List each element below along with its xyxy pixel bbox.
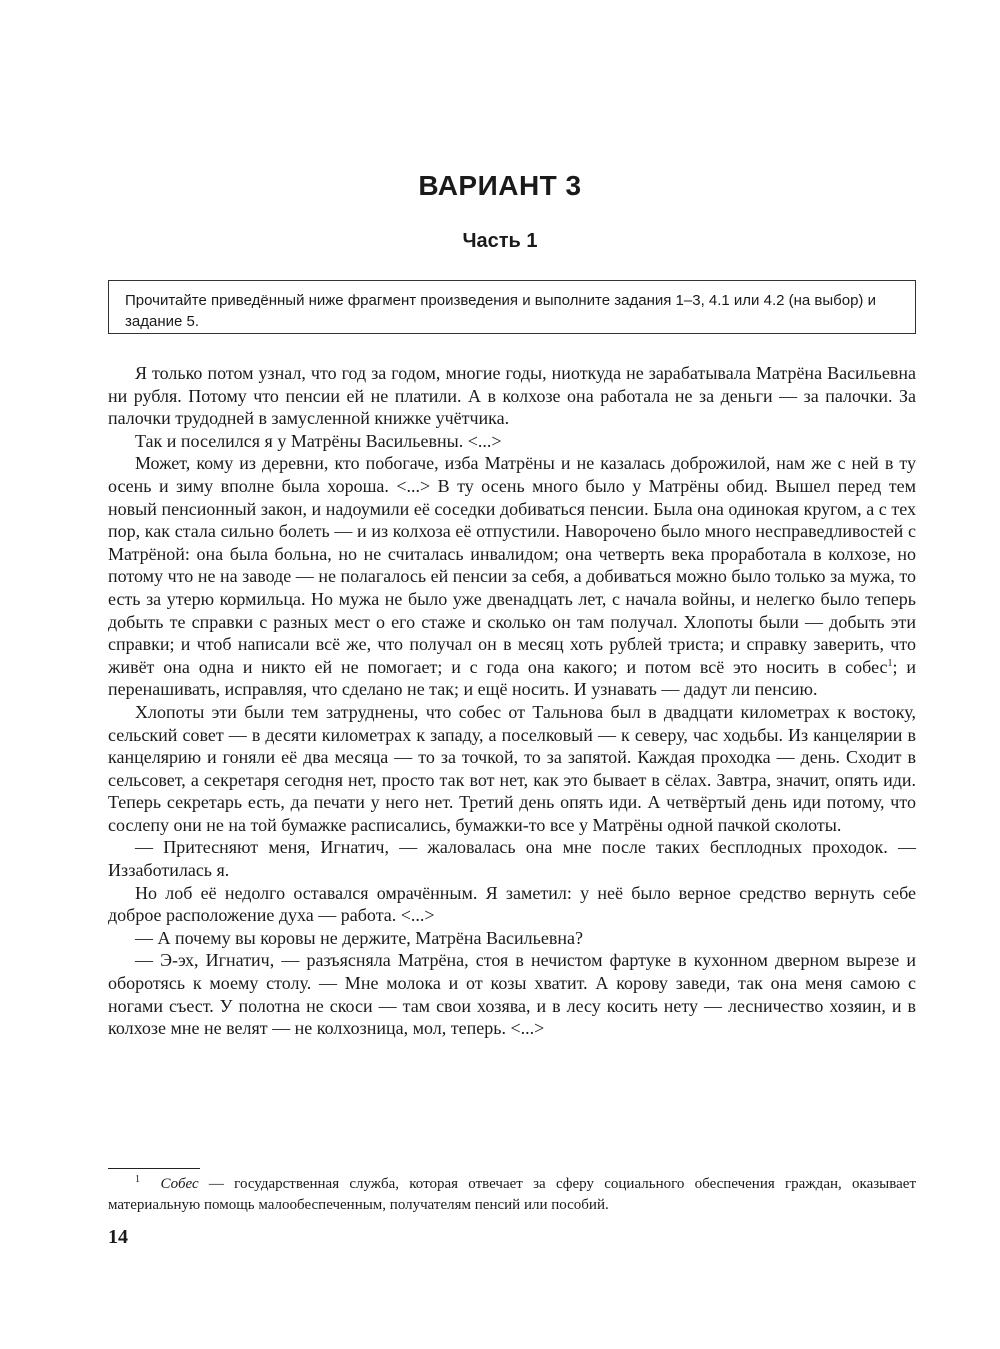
footnote-marker: 1	[135, 1174, 140, 1185]
footnote	[108, 1174, 916, 1216]
paragraph: — Э-эх, Игнатич, — разъясняла Матрёна, стоя в нечистом фартуке в кухонном дверном вырезе и оборотясь к моему столу. — Мне молока и от козы хватит. А корову заведи, так она меня самою с ногами съест. У полотна не скоси — там свои хозява, и в лесу косить нету — лесничество хозяин, и в колхозе мне не велят — не колхозница, мол, теперь. <...>	[108, 950, 916, 1039]
paragraph	[108, 452, 916, 701]
part-title: Часть 1	[462, 230, 538, 252]
footnote-reference: 1	[887, 657, 893, 669]
paragraph: — Притесняют меня, Игнатич, — жаловалась она мне после таких бесплодных проходок. — Иззаботилась я.	[108, 837, 916, 881]
footnote-divider	[108, 1168, 200, 1169]
paragraph: Так и поселился я у Матрёны Васильевны. <...>	[135, 430, 502, 451]
paragraph-tail: ; и перенашивать, исправляя, что сделано не так; и ещё носить. И узнавать — дадут ли пенсию.	[108, 656, 917, 700]
paragraph: Хлопоты эти были тем затруднены, что собес от Тальнова был в двадцати километрах к востоку, сельский совет — в десяти километрах к западу, а поселковый — к северу, час ходьбы. Из канцелярии в канцелярию и гоняли её два месяца — то за точкой, то за запятой. Каждая проходка — день. Сходит в сельсовет, а секретаря сегодня нет, просто так вот нет, как это бывает в сёлах. Завтра, значит, опять иди. Теперь секретарь есть, да печати у него нет. Третий день опять иди. А четвёртый день иди потому, что сослепу они не на той бумажке расписались, бумажки-то все у Матрёны одной пачкой сколоты.	[108, 701, 916, 835]
paragraph-text: Может, кому из деревни, кто побогаче, изба Матрёны и не казалась доброжилой, нам же с ней в ту осень и зиму вполне была хороша. <...> В ту осень много было у Матрёны обид. Вышел перед тем новый пенсионный закон, и надоумили её соседки добиваться пенсии. Была она одинокая кругом, а с тех пор, как стала сильно болеть — и из колхоза её отпустили. Наворочено было много несправедливостей с Матрёной: она была больна, но не считалась инвалидом; она четверть века проработала в колхозе, но потому что не на заводе — не полагалось ей пенсии за себя, а добиваться можно было только за мужа, то есть за утерю кормильца. Но мужа не было уже двенадцать лет, с начала войны, и нелегко было теперь добыть те справки с разных мест о его стаже и сколько он там получал. Хлопоты были — добыть эти справки; и чтоб написали всё же, что получал он в месяц хоть рублей триста; и справку заверить, что живёт она одна и никто ей не помогает; и с года она какого; и потом всё это носить в собес	[108, 453, 916, 677]
paragraph: Я только потом узнал, что год за годом, многие годы, ниоткуда не зарабатывала Матрёна Васильевна ни рубля. Потому что пенсии ей не платили. А в колхозе она работала не за деньги — за палочки. За палочки трудодней в замусленной книжке учётчика.	[108, 363, 916, 429]
instruction-box	[108, 280, 916, 334]
variant-title: ВАРИАНТ 3	[418, 170, 582, 201]
paragraph: Но лоб её недолго оставался омрачённым. Я заметил: у неё было верное средство вернуть себе доброе расположение духа — работа. <...>	[108, 882, 916, 926]
literary-excerpt	[108, 362, 916, 1040]
page-number: 14	[108, 1226, 128, 1248]
paragraph: — А почему вы коровы не держите, Матрёна Васильевна?	[135, 927, 583, 948]
footnote-definition: — государственная служба, которая отвечает за сферу социального обеспечения граждан, оказывает материальную помощь малообеспеченным, получателям пенсий или пособий.	[108, 1176, 916, 1213]
footnote-term: Собес	[160, 1176, 199, 1192]
instruction-text: Прочитайте приведённый ниже фрагмент произведения и выполните задания 1–3, 4.1 или 4.2 (на выбор) и задание 5.	[125, 292, 876, 330]
